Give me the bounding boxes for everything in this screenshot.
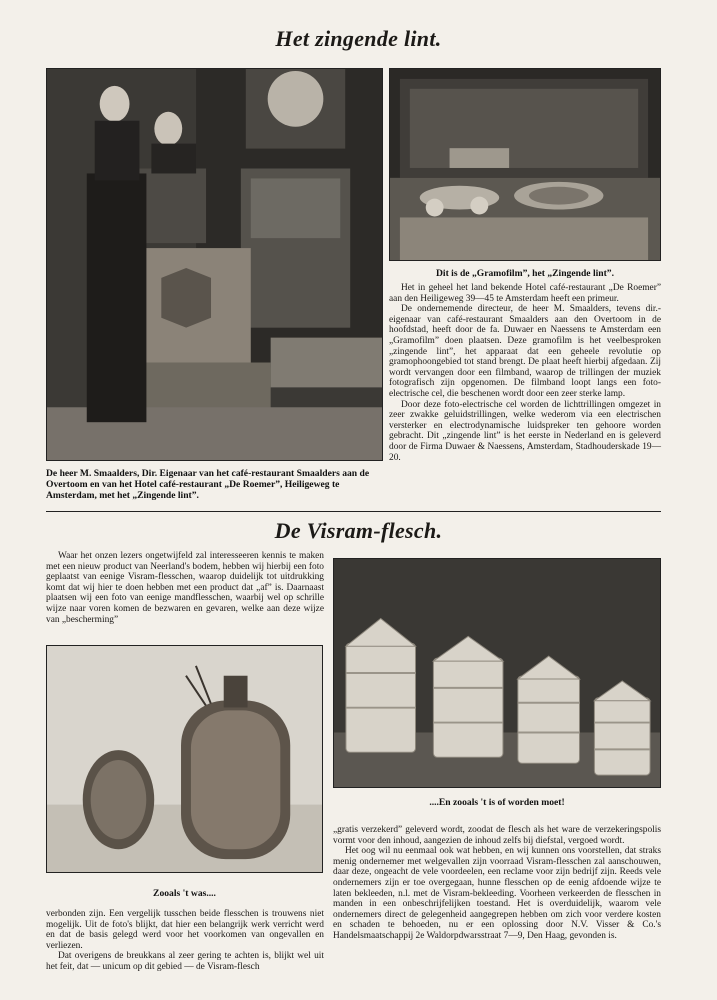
article2-intro <box>46 551 324 625</box>
article2-right-bottom <box>333 825 661 942</box>
photo-smaalders-with-gramofilm <box>46 68 383 461</box>
after-caption: ....En zooals 't is of worden moet! <box>429 797 565 808</box>
article1-body <box>389 283 661 463</box>
article1-paragraph: Door deze foto-electrische cel worden de lichttrillingen omgezet in zeer zwakke geluidstrillingen, welke wederom via een electrischen versterker en electrodynamische luidspreker ten gehoore worden gebracht. Dit „zingende lint” is het eerste in Nederland en is geleverd door de Firma Duwaer & Naessens, Amsterdam, Stadhouderskade 19—20. <box>389 399 661 463</box>
article2-left-bottom <box>46 909 324 973</box>
article1-paragraph: De ondernemende directeur, de heer M. Smaalders, tevens dir.-eigenaar van café-restaurant Smaalders aan den Overtoom in de hoofdstad, heeft door de fa. Duwaer en Naessens te Amsterdam een „Gramofilm” doen plaatsen. Deze gramofilm is het veelbesproken „zingende lint”, het apparaat dat een geheele revolutie op gramophoongebied tot stand brengt. De plaat heeft hierbij afgedaan. Zij wordt vervangen door een filmband, waarop de trillingen der muziek fotografisch zijn opgenomen. De filmband loopt langs een foto-electrische cel, die beschenen wordt door een zeer sterke lamp. <box>389 304 661 399</box>
smaalders-photo-caption: De heer M. Smaalders, Dir. Eigenaar van het café-restaurant Smaalders aan de Overtoom en van het Hotel café-restaurant „De Roemer”, Heiligeweg te Amsterdam, met het „Zingende lint”. <box>46 468 370 501</box>
article2-paragraph: Dat overigens de breukkans al zeer gering te achten is, blijkt wel uit het feit, dat — unicum op dit gebied — de Visram-flesch <box>46 951 324 972</box>
article1-title: Het zingende lint. <box>275 26 442 51</box>
article2-paragraph: Het oog wil nu eenmaal ook wat hebben, en wij kunnen ons voorstellen, dat straks menig ondernemer met welgevallen zijn voorraad Visram-flesschen zal aanschouwen, daar deze, ongeacht de vele voordeelen, een reclame voor zijn bedrijf zijn. Reeds vele ondernemers zijn er toe overgegaan, hunne flesschen op de eenig afdoende wijze te laten bekleeden, n.l. met de Visram-bekleeding. Voorheen verkeerden de flesschen in manden in een onbeschrijfelijken toestand. Het is overduidelijk, waarom vele ondernemers direct de gelegenheid aangegrepen hebben om zich voor verdere kosten en schaden te behoeden, nu er een oplossing door N.V. Visser & Co.'s Handelsmaatschappij 2e Waldorpdwarsstraat 7—9, Den Haag, gevonden is. <box>333 846 661 941</box>
article2-intro-paragraph: Waar het onzen lezers ongetwijfeld zal interesseeren kennis te maken met een nieuw product van Neerland's bodem, hebben wij hierbij een foto geplaatst van eenige Visram-flesschen, waarop duidelijk tot uitdrukking komt dat wij hier te doen hebben met een product dat „af” is. Daarnaast plaatsen wij een foto van eenige mandflesschen, waarbij wel op schrille wijze naar voren komen de bezwaren en gevaren, welke aan deze wijze van „bescherming” <box>46 551 324 625</box>
photo-mandflesschen <box>46 645 323 873</box>
article2-paragraph: verbonden zijn. Een vergelijk tusschen beide flesschen is trouwens niet mogelijk. Uit de foto's blijkt, dat hier een belangrijk werk verricht werd en dat de basis gelegd werd voor het voorkomen van ongevallen en verliezen. <box>46 909 324 951</box>
before-caption: Zooals 't was.... <box>153 888 216 899</box>
gramofilm-photo-caption: Dit is de „Gramofilm”, het „Zingende lint”. <box>435 268 614 279</box>
photo-gramofilm-apparatus <box>389 68 661 261</box>
photo-visram-flesschen <box>333 558 661 788</box>
article2-paragraph: „gratis verzekerd” geleverd wordt, zoodat de flesch als het ware de verzekeringspolis vormt voor den inhoud, aangezien de inhoud zelfs bij diefstal, vergoed wordt. <box>333 825 661 846</box>
section-divider <box>46 511 661 512</box>
article1-paragraph: Het in geheel het land bekende Hotel café-restaurant „De Roemer” aan den Heiligeweg 39—45 te Amsterdam heeft een primeur. <box>389 283 661 304</box>
article2-title: De Visram-flesch. <box>274 518 443 543</box>
